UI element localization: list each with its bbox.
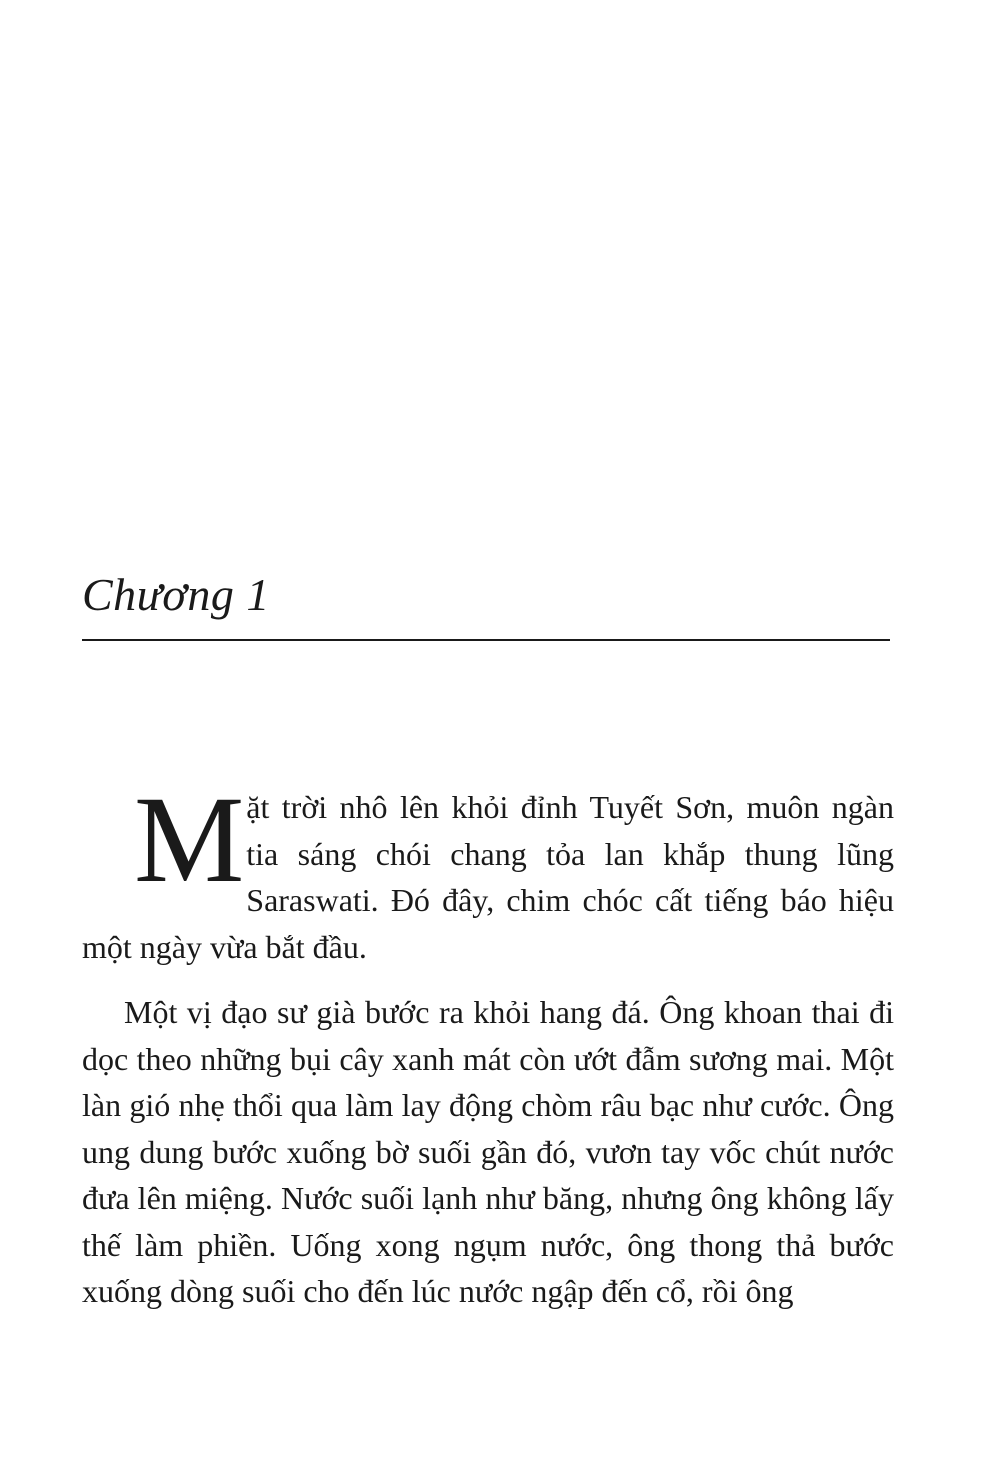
paragraph-1-text: ặt trời nhô lên khỏi đỉnh Tuyết Sơn, muôn ngàn tia sáng chói chang tỏa lan khắp thung lũng Saraswati. Đó đây, chim chóc cất tiếng báo hiệu một ngày vừa bắt đầu. xyxy=(82,789,894,965)
chapter-divider xyxy=(82,639,890,641)
drop-cap: M xyxy=(134,771,245,908)
paragraph-1 xyxy=(82,771,894,970)
chapter-body xyxy=(82,771,894,1315)
paragraph-2: Một vị đạo sư già bước ra khỏi hang đá. Ông khoan thai đi dọc theo những bụi cây xanh mát còn ướt đẫm sương mai. Một làn gió nhẹ thổi qua làm lay động chòm râu bạc như cước. Ông ung dung bước xuống bờ suối gần đó, vươn tay vốc chút nước đưa lên miệng. Nước suối lạnh như băng, nhưng ông không lấy thế làm phiền. Uống xong ngụm nước, ông thong thả bước xuống dòng suối cho đến lúc nước ngập đến cổ, rồi ông xyxy=(82,994,894,1309)
chapter-heading: Chương 1 xyxy=(82,569,270,620)
